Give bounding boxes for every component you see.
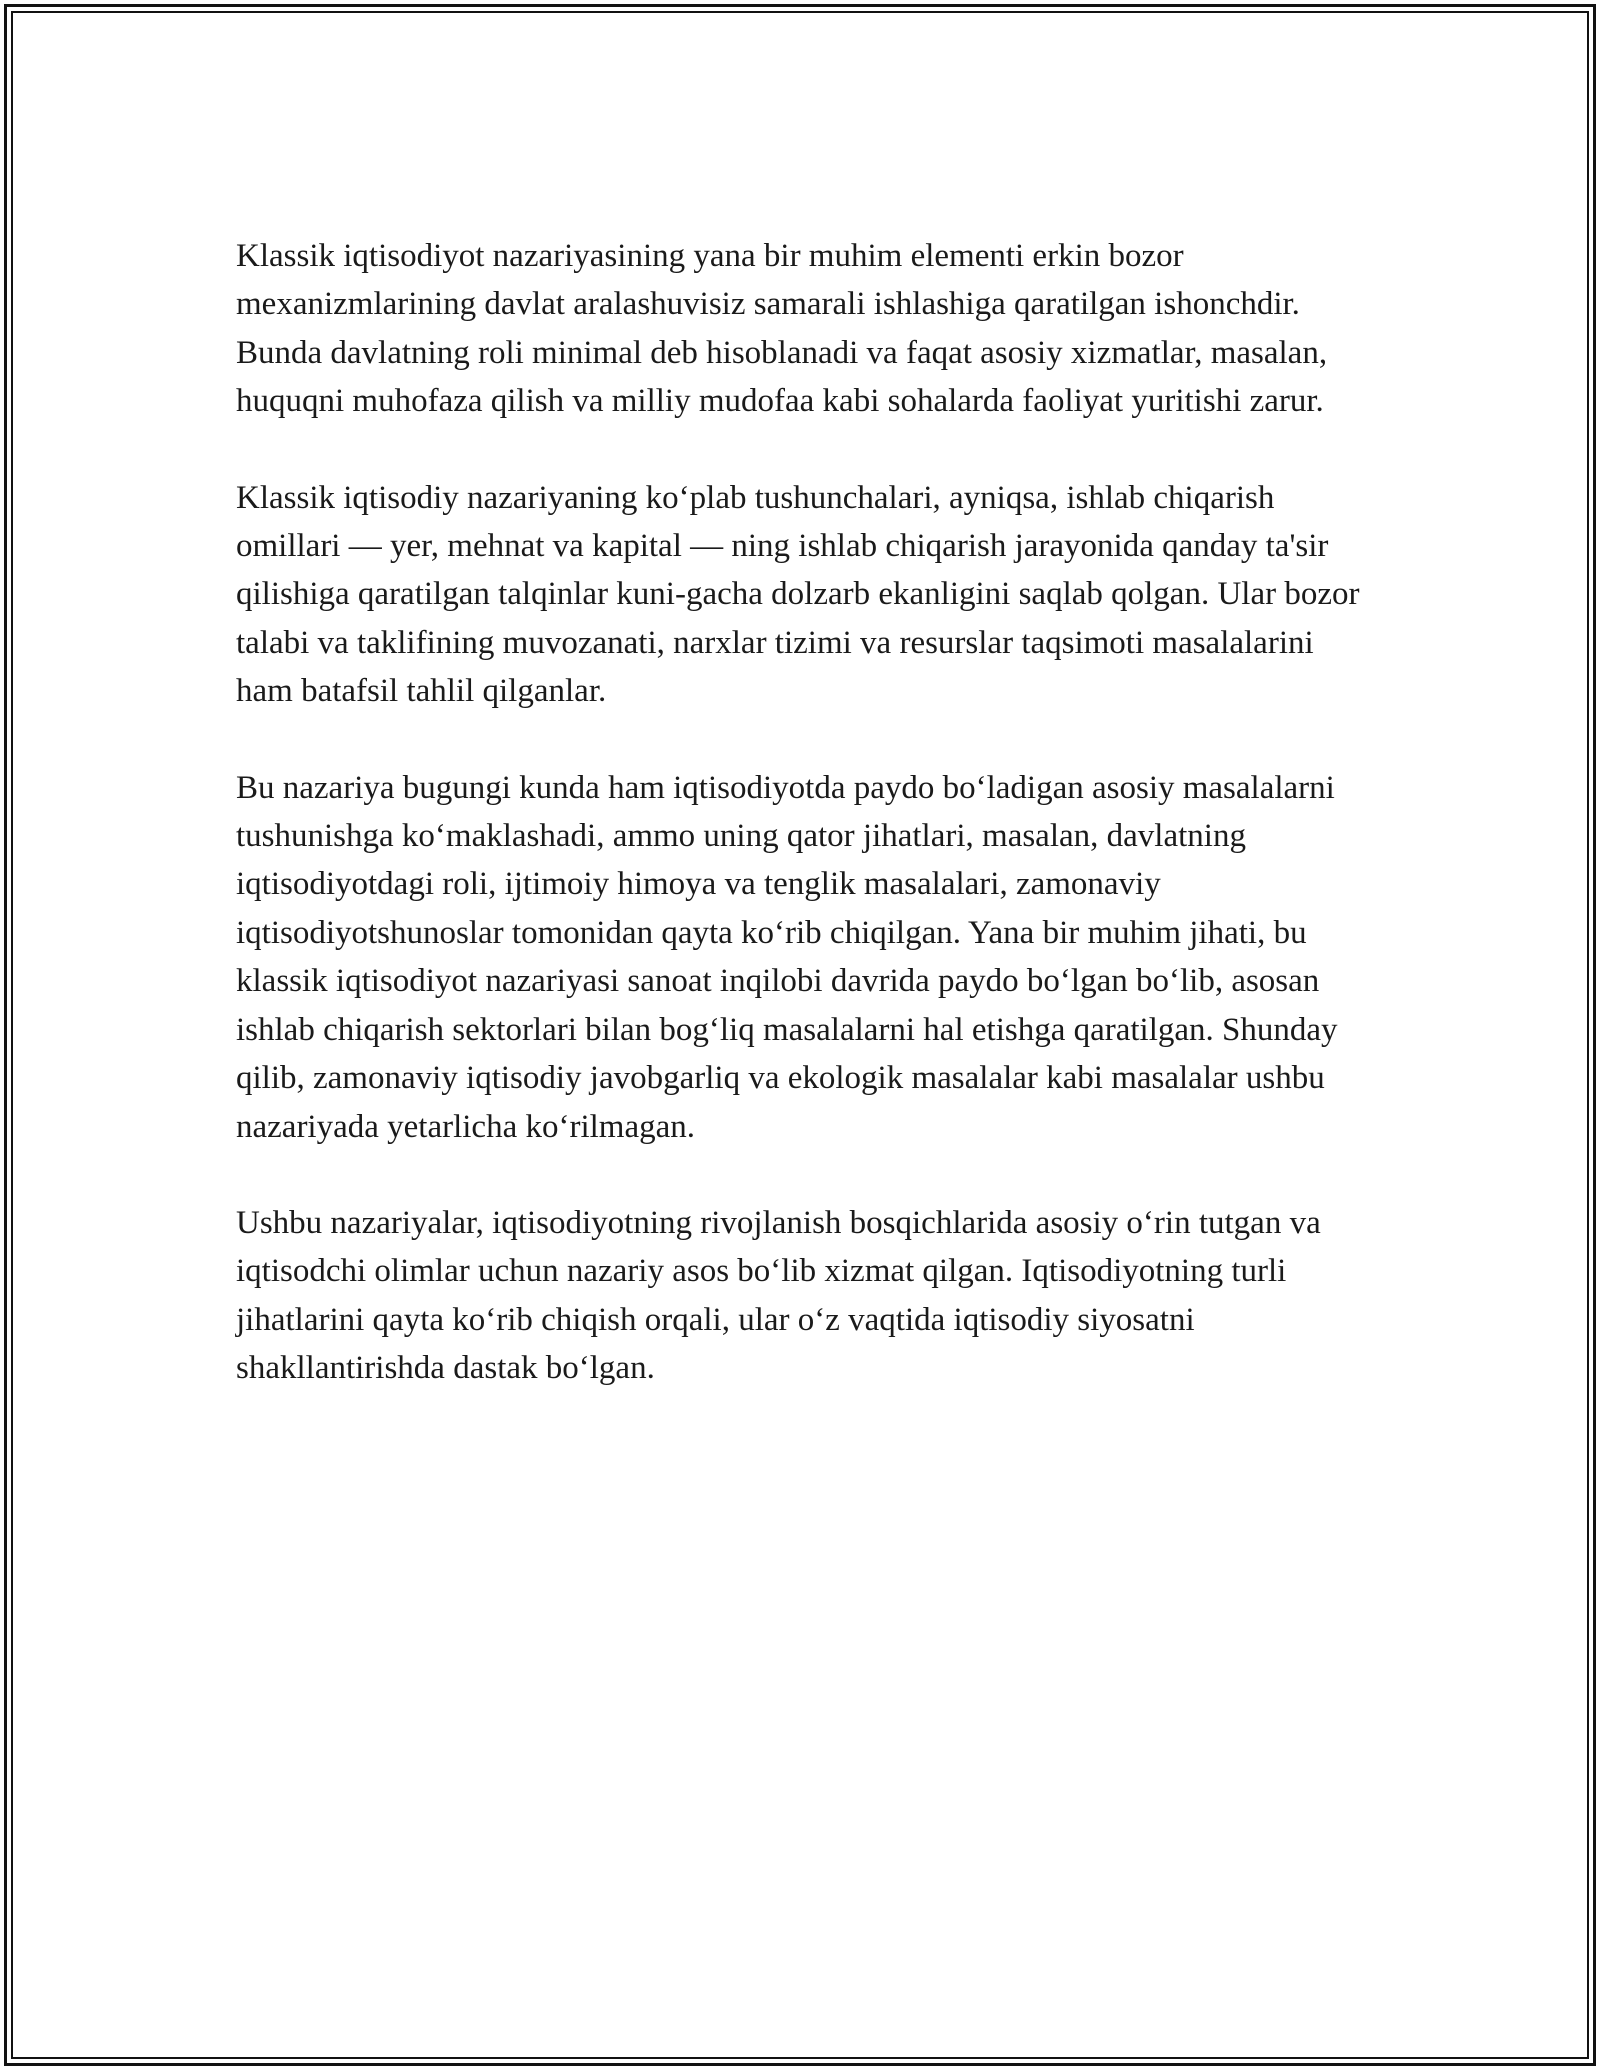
document-body	[236, 232, 1366, 1441]
paragraph-1: Klassik iqtisodiyot nazariyasining yana bir muhim elementi erkin bozor mexanizmlarining davlat aralashuvisiz samarali ishlashiga qaratilgan ishonchdir. Bunda davlatning roli minimal deb hisoblanadi va faqat asosiy xizmatlar, masalan, huquqni muhofaza qilish va milliy mudofaa kabi sohalarda faoliyat yuritishi zarur.	[236, 238, 1328, 420]
paragraph-3: Bu nazariya bugungi kunda ham iqtisodiyotda paydo boʻladigan asosiy masalalarni tushunishga koʻmaklashadi, ammo uning qator jihatlari, masalan, davlatning iqtisodiyotdagi roli, ijtimoiy himoya va tenglik masalalari, zamonaviy iqtisodiyotshunoslar tomonidan qayta koʻrib chiqilgan. Yana bir muhim jihati, bu klassik iqtisodiyot nazariyasi sanoat inqilobi davrida paydo boʻlgan boʻlib, asosan ishlab chiqarish sektorlari bilan bogʻliq masalalarni hal etishga qaratilgan. Shunday qilib, zamonaviy iqtisodiy javobgarliq va ekologik masalalar kabi masalalar ushbu nazariyada yetarlicha koʻrilmagan.	[236, 769, 1338, 1145]
paragraph-2: Klassik iqtisodiy nazariyaning koʻplab tushunchalari, ayniqsa, ishlab chiqarish omillari — yer, mehnat va kapital — ning ishlab chiqarish jarayonida qanday ta'sir qilishiga qaratilgan talqinlar kuni-gacha dolzarb ekanligini saqlab qolgan. Ular bozor talabi va taklifining muvozanati, narxlar tizimi va resurslar taqsimoti masalalarini ham batafsil tahlil qilganlar.	[236, 479, 1360, 710]
paragraph-4: Ushbu nazariyalar, iqtisodiyotning rivojlanish bosqichlarida asosiy oʻrin tutgan va iqtisodchi olimlar uchun nazariy asos boʻlib xizmat qilgan. Iqtisodiyotning turli jihatlarini qayta koʻrib chiqish orqali, ular oʻz vaqtida iqtisodiy siyosatni shakllantirishda dastak boʻlgan.	[236, 1204, 1321, 1387]
